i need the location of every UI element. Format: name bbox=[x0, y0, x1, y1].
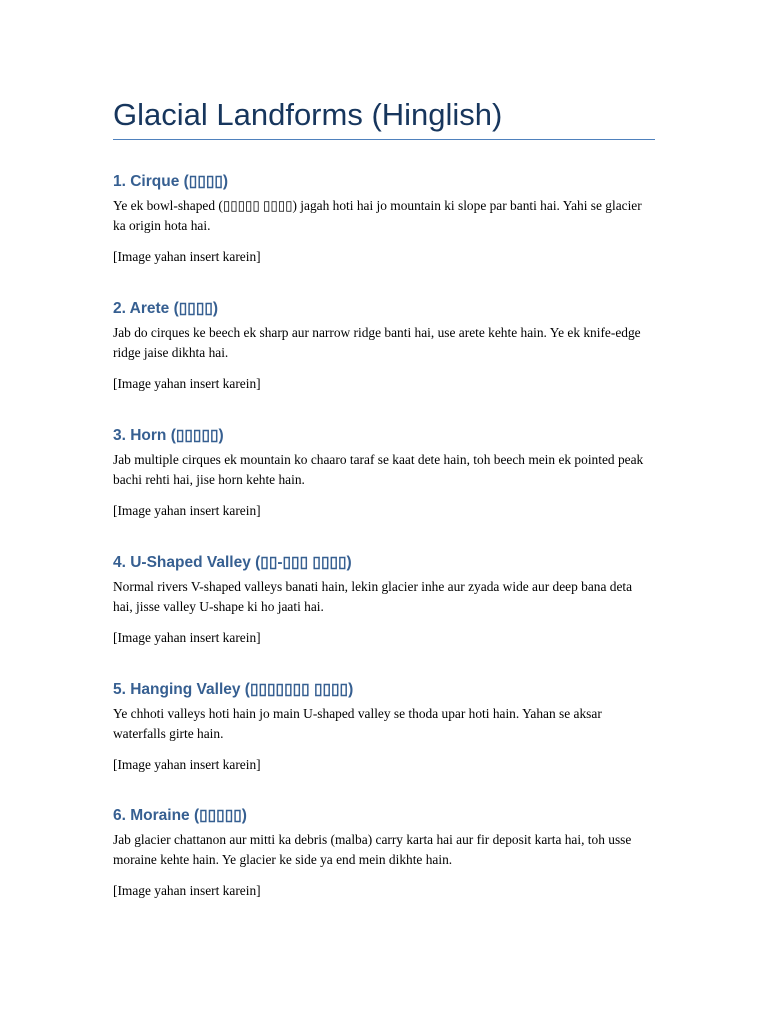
section-heading: 6. Moraine (▯▯▯▯▯) bbox=[113, 807, 247, 824]
title-underline-rule bbox=[113, 139, 655, 140]
section-body: Jab multiple cirques ek mountain ko chaaro taraf se kaat dete hain, toh beech mein ek pointed peak bachi rehti hai, jise horn kehte hain. bbox=[113, 452, 644, 487]
image-placeholder: [Image yahan insert karein] bbox=[113, 376, 261, 391]
section-arete bbox=[113, 299, 655, 394]
section-heading: 2. Arete (▯▯▯▯) bbox=[113, 300, 219, 317]
section-moraine bbox=[113, 806, 655, 901]
section-heading: 5. Hanging Valley (▯▯▯▯▯▯▯ ▯▯▯▯) bbox=[113, 681, 354, 698]
document-page bbox=[113, 94, 655, 898]
image-placeholder: [Image yahan insert karein] bbox=[113, 630, 261, 645]
section-body: Jab do cirques ke beech ek sharp aur narrow ridge banti hai, use arete kehte hain. Ye ek knife-edge ridge jaise dikhta hai. bbox=[113, 325, 641, 360]
image-placeholder: [Image yahan insert karein] bbox=[113, 503, 261, 518]
section-horn bbox=[113, 426, 655, 521]
section-body: Ye ek bowl-shaped (▯▯▯▯▯ ▯▯▯▯) jagah hoti hai jo mountain ki slope par banti hai. Yahi se glacier ka origin hota hai. bbox=[113, 198, 642, 233]
section-heading: 1. Cirque (▯▯▯▯) bbox=[113, 173, 229, 190]
section-body: Jab glacier chattanon aur mitti ka debris (malba) carry karta hai aur fir deposit karta hai, toh usse moraine kehte hain. Ye glacier ke side ya end mein dikhte hain. bbox=[113, 832, 632, 867]
section-body: Normal rivers V-shaped valleys banati hain, lekin glacier inhe aur zyada wide aur deep bana deta hai, jisse valley U-shape ki ho jaati hai. bbox=[113, 579, 633, 614]
image-placeholder: [Image yahan insert karein] bbox=[113, 883, 261, 898]
section-heading: 4. U-Shaped Valley (▯▯-▯▯▯ ▯▯▯▯) bbox=[113, 554, 352, 571]
image-placeholder: [Image yahan insert karein] bbox=[113, 249, 261, 264]
section-cirque bbox=[113, 172, 655, 267]
section-hanging-valley bbox=[113, 680, 655, 775]
section-u-shaped-valley bbox=[113, 553, 655, 648]
section-body: Ye chhoti valleys hoti hain jo main U-shaped valley se thoda upar hoti hain. Yahan se aksar waterfalls girte hain. bbox=[113, 706, 602, 741]
image-placeholder: [Image yahan insert karein] bbox=[113, 757, 261, 772]
section-heading: 3. Horn (▯▯▯▯▯) bbox=[113, 427, 224, 444]
document-title: Glacial Landforms (Hinglish) bbox=[113, 97, 503, 132]
